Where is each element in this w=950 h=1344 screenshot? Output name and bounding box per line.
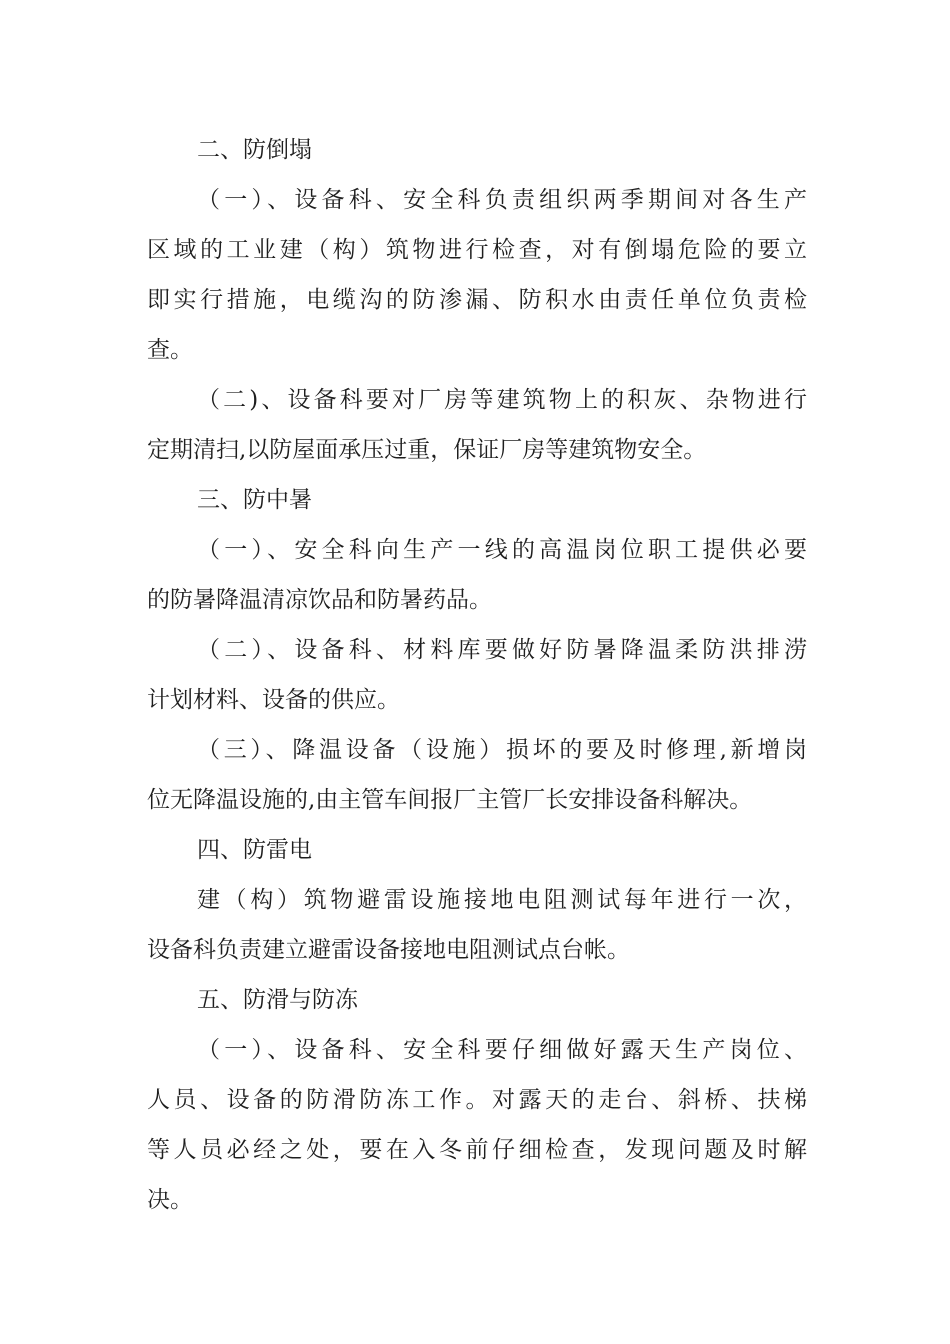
paragraph-line: 定期清扫,以防屋面承压过重，保证厂房等建筑物安全。 xyxy=(147,437,707,463)
paragraph-line: 建（构）筑物避雷设施接地电阻测试每年进行一次， xyxy=(197,887,807,913)
paragraph-line: （一）、设备科、安全科负责组织两季期间对各生产 xyxy=(197,187,807,213)
paragraph-line: （一）、设备科、安全科要仔细做好露天生产岗位、 xyxy=(197,1037,807,1063)
paragraph-line: 计划材料、设备的供应。 xyxy=(147,687,400,713)
paragraph-line: 人员、设备的防滑防冻工作。对露天的走台、斜桥、扶梯 xyxy=(147,1087,807,1113)
paragraph-line: 查。 xyxy=(147,337,193,363)
section-heading: 三、防中暑 xyxy=(197,487,312,513)
paragraph-line: （二)、设备科要对厂房等建筑物上的积灰、杂物进行 xyxy=(197,387,807,413)
paragraph-line: 即实行措施，电缆沟的防渗漏、防积水由责任单位负责检 xyxy=(147,287,807,313)
paragraph-line: （三）、降温设备（设施）损坏的要及时修理,新增岗 xyxy=(197,737,807,763)
section-heading: 五、防滑与防冻 xyxy=(197,987,358,1013)
paragraph-line: 区域的工业建（构）筑物进行检查，对有倒塌危险的要立 xyxy=(147,237,807,263)
paragraph-line: 设备科负责建立避雷设备接地电阻测试点台帐。 xyxy=(147,937,630,963)
paragraph-line: （二）、设备科、材料库要做好防暑降温柔防洪排涝 xyxy=(197,637,807,663)
paragraph-line: 位无降温设施的,由主管车间报厂主管厂长安排设备科解决。 xyxy=(147,787,753,813)
paragraph-line: 等人员必经之处，要在入冬前仔细检查，发现问题及时解 xyxy=(147,1137,807,1163)
paragraph-line: 决。 xyxy=(147,1187,193,1213)
section-heading: 四、防雷电 xyxy=(197,837,312,863)
paragraph-line: 的防暑降温清凉饮品和防暑药品。 xyxy=(147,587,492,613)
section-heading: 二、防倒塌 xyxy=(197,137,312,163)
paragraph-line: （一）、安全科向生产一线的高温岗位职工提供必要 xyxy=(197,537,807,563)
